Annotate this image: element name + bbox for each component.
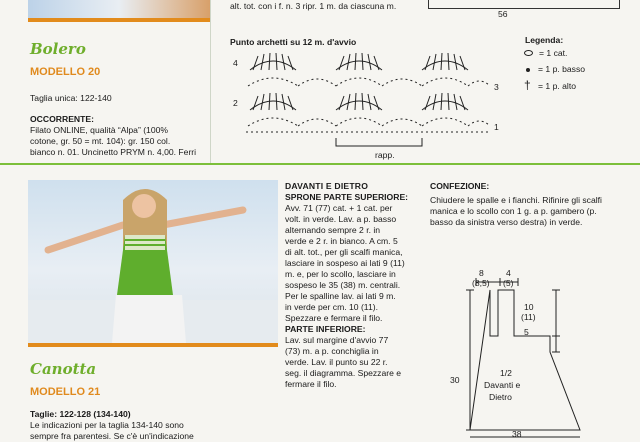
schema-fraction: 1/2 xyxy=(500,368,512,378)
davanti-heading: DAVANTI E DIETRO xyxy=(285,181,369,191)
schema-top-right-sub: (5) xyxy=(503,278,514,288)
canotta-title: Canotta xyxy=(30,360,97,378)
column-divider xyxy=(210,0,211,163)
schema-diagram xyxy=(440,262,630,440)
canotta-note: Le indicazioni per la taglia 134-140 sono sempre fra parentesi. Se c'è un'indicazione xyxy=(30,420,194,441)
legend-item: = 1 cat. xyxy=(522,48,632,64)
row-label-4: 4 xyxy=(233,58,238,68)
canotta-size: Taglie: 122-128 (134-140) xyxy=(30,409,131,419)
row-label-2: 2 xyxy=(233,98,238,108)
chart-row-3 xyxy=(248,78,490,86)
schema-label1: Davanti e xyxy=(484,380,521,390)
chart-row-2 xyxy=(250,93,468,110)
schema-side1: 10 xyxy=(524,302,534,312)
davanti-text: DAVANTI E DIETRO SPRONE PARTE SUPERIORE: Avv. 71 (77) cat. + 1 cat. per volt. in verde. Lav. a p. basso alternando sempre 2 r. in verde e 2 r. in bianco. A cm. 5 di alt. tot., per gli scalfi manica, lasciare in sospeso ai lati 9 (11) m. e, per lo scollo, lasciare in sospeso le 35 (38) m. centrali. Per le spalline lav. ai lati 9 m. in verde per cm. 10 (11). Spezzare e fermare il filo. PARTE INFERIORE: Lav. sul margine d'avvio 77 (73) m. a p. conchiglia in verde. Lav. il punto su 22 r. seg. il diagramma. Spezzare e fermare il filo. xyxy=(285,181,411,390)
legend-item: = 1 p. basso xyxy=(522,64,632,80)
bolero-occorrente-label: OCCORRENTE: xyxy=(30,114,94,124)
crochet-chart xyxy=(228,48,508,163)
bolero-title: Bolero xyxy=(30,40,86,58)
chart-title: Punto archetti su 12 m. d'avvio xyxy=(230,37,357,47)
schema-label2: Dietro xyxy=(489,392,512,402)
dot-icon xyxy=(526,68,530,72)
legend xyxy=(522,48,632,96)
occorrente-line: bianco n. 01. Uncinetto PRYM n. 4,00. Ferri xyxy=(30,147,197,157)
photo-frame xyxy=(28,343,278,347)
canotta-photo xyxy=(28,180,278,343)
bolero-occorrente-text xyxy=(30,125,212,158)
sprone-heading: SPRONE PARTE SUPERIORE: xyxy=(285,192,409,202)
chain-icon xyxy=(524,50,533,56)
schema-side1-sub: (11) xyxy=(521,312,536,322)
row-label-1: 1 xyxy=(494,122,499,132)
scale-value: 56 xyxy=(498,9,508,19)
girl-figure xyxy=(28,180,278,343)
confezione-heading: CONFEZIONE: xyxy=(430,181,490,191)
bolero-photo xyxy=(28,0,210,22)
canotta-model: MODELLO 21 xyxy=(30,386,101,398)
occorrente-line: Filato ONLINE, qualità “Alpa” (100% xyxy=(30,125,169,135)
chart-row-4 xyxy=(250,53,468,70)
scale-bar xyxy=(428,0,620,9)
schema-height: 30 xyxy=(450,375,460,385)
schema-top-right: 4 xyxy=(506,268,511,278)
cross-icon: † xyxy=(524,78,531,92)
rapp-bracket xyxy=(336,138,422,146)
legend-title: Legenda: xyxy=(525,35,564,45)
schema-top-left-sub: (8,5) xyxy=(472,278,490,288)
chart-row-1 xyxy=(246,118,490,132)
parte-inferiore-heading: PARTE INFERIORE: xyxy=(285,324,366,334)
bolero-size: Taglia unica: 122-140 xyxy=(30,93,112,103)
top-note: alt. tot. con i f. n. 3 ripr. 1 m. da ciascuna m. xyxy=(230,1,397,11)
section-divider xyxy=(0,163,640,165)
schema-side2: 5 xyxy=(524,327,529,337)
legend-item: † = 1 p. alto xyxy=(524,78,576,92)
schema-top-left: 8 xyxy=(479,268,484,278)
rapp-label: rapp. xyxy=(375,150,395,160)
confezione-text: CONFEZIONE: Chiudere le spalle e i fianchi. Rifinire gli scalfi manica e lo scollo con 1 g. a p. gambero (p. basso da sinistra verso destra) in verde. xyxy=(430,181,630,228)
row-label-3: 3 xyxy=(494,82,499,92)
schema-bottom: 38 xyxy=(512,429,522,439)
bolero-model: MODELLO 20 xyxy=(30,66,101,78)
occorrente-line: cotone, gr. 50 = mt. 104): gr. 150 col. xyxy=(30,136,171,146)
